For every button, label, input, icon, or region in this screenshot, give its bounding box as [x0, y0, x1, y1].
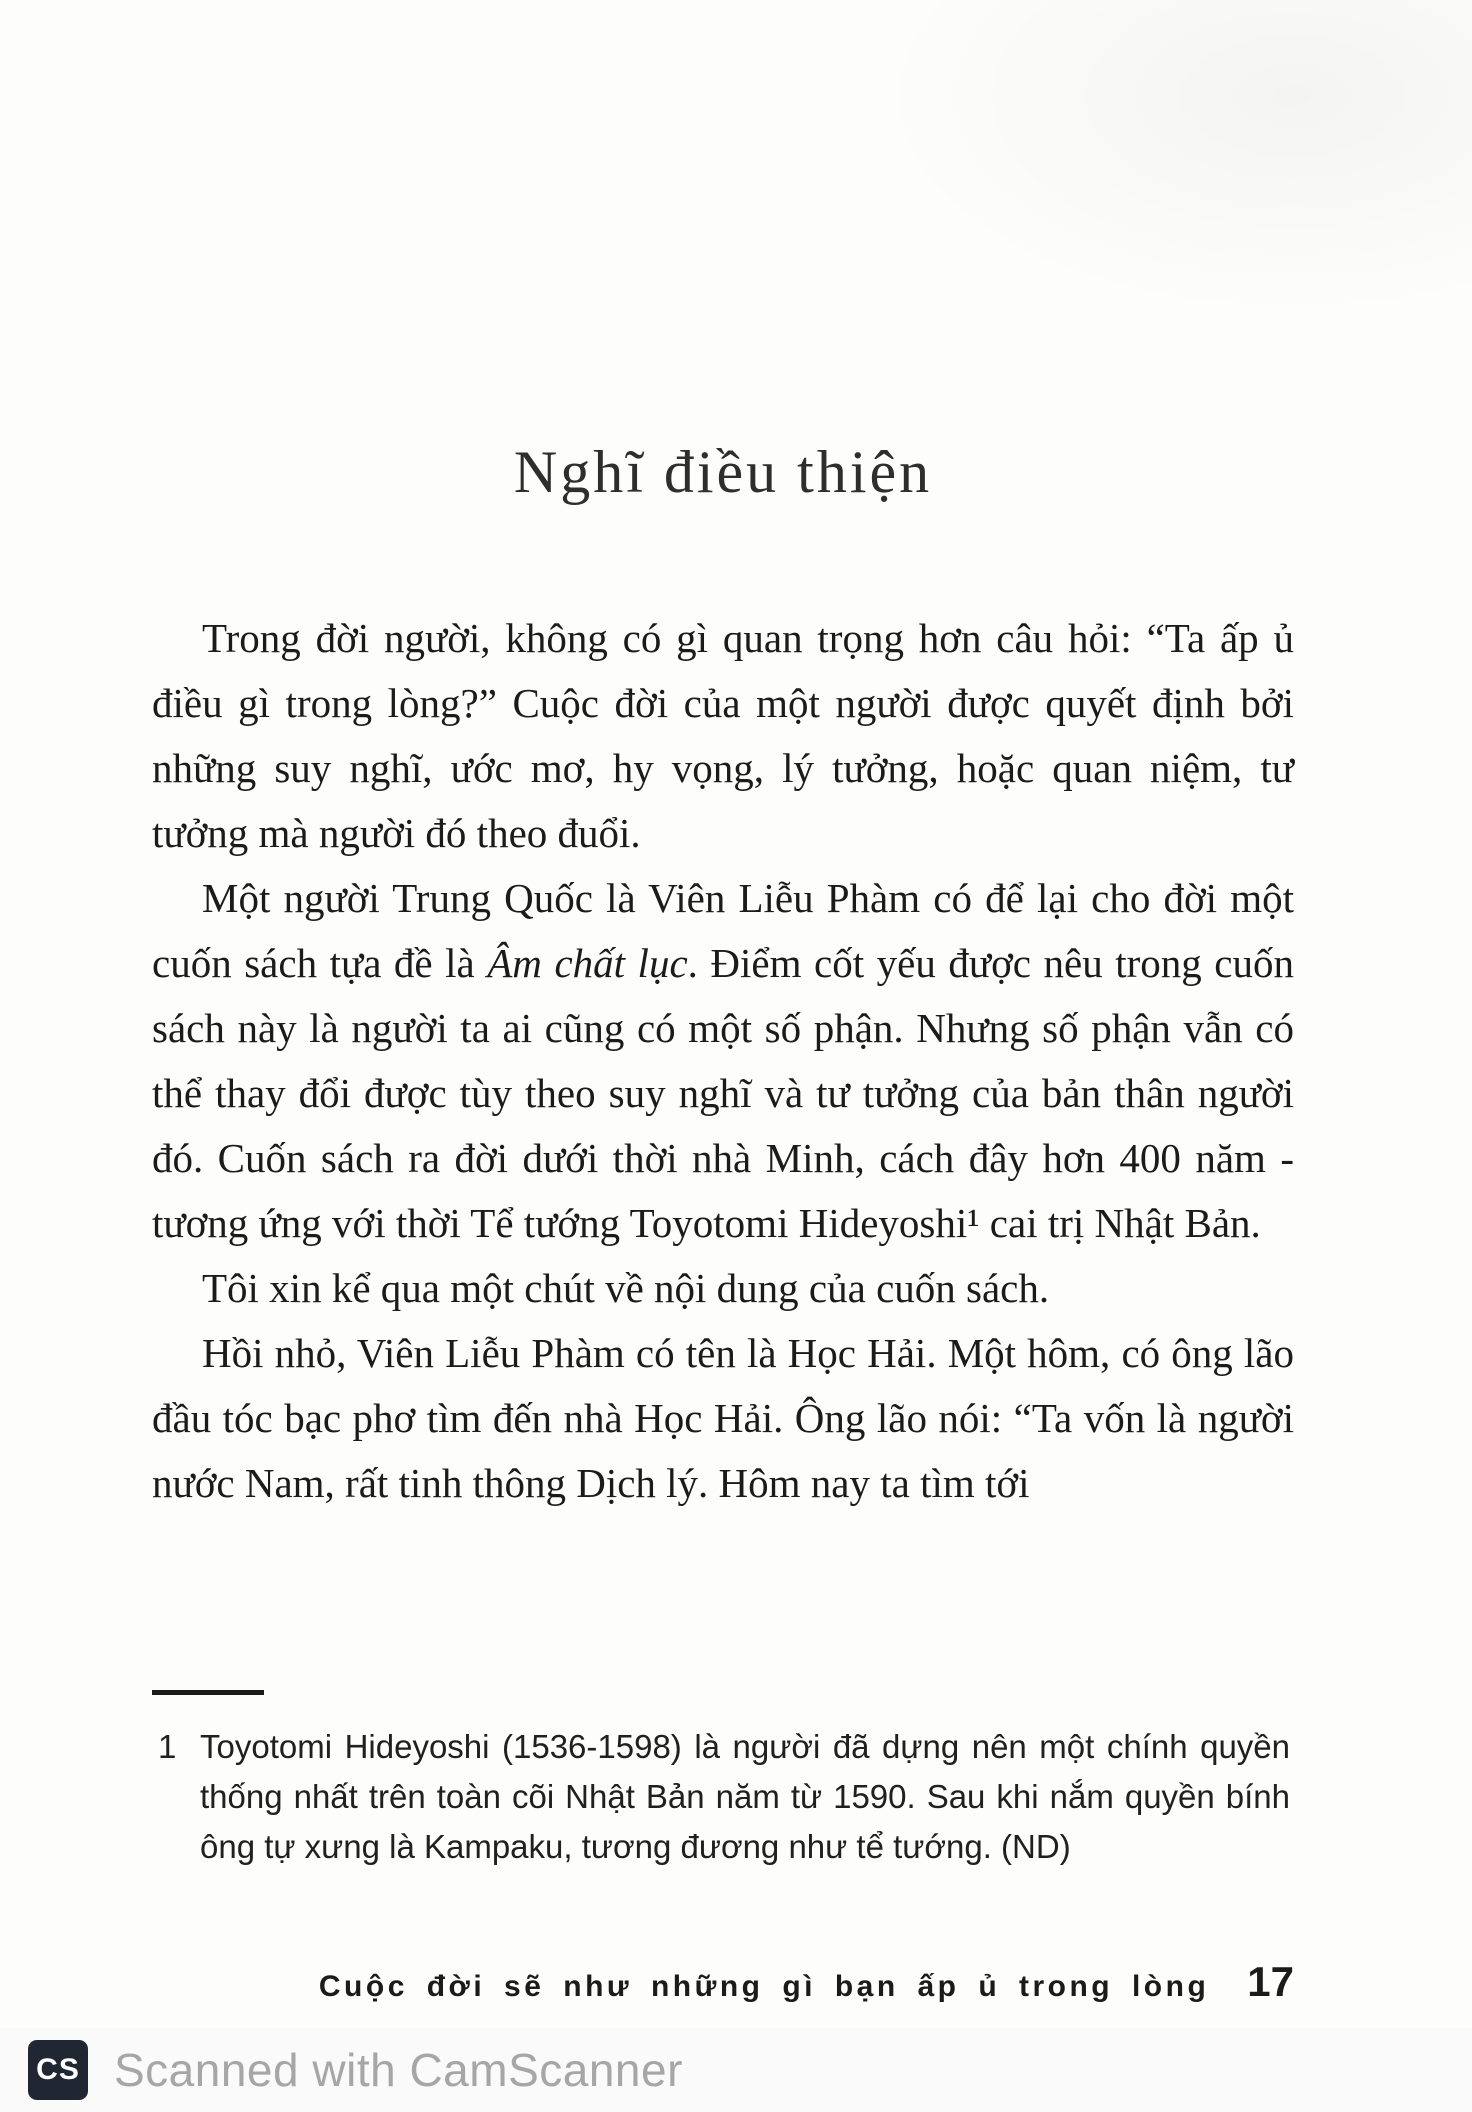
footnote-number: 1	[158, 1728, 177, 1765]
paragraph-1: Trong đời người, không có gì quan trọng hơn câu hỏi: “Ta ấp ủ điều gì trong lòng?” Cuộc đời của một người được quyết định bởi những suy nghĩ, ước mơ, hy vọng, lý tưởng, hoặc quan niệm, tư tưởng mà người đó theo đuổi.	[152, 615, 1294, 856]
page-footer	[152, 1958, 1294, 2006]
footnote	[158, 1722, 1290, 1872]
scan-shading	[872, 0, 1472, 320]
running-title: Cuộc đời sẽ như những gì bạn ấp ủ trong lòng	[318, 1970, 1210, 2003]
camscanner-label: Scanned with CamScanner	[114, 2044, 683, 2096]
footnote-divider	[152, 1690, 264, 1695]
book-title-italic: Âm chất lục	[487, 940, 688, 986]
paragraph-2-rest: . Điểm cốt yếu được nêu trong cuốn sách này là người ta ai cũng có một số phận. Nhưng số phận vẫn có thể thay đổi được tùy theo suy nghĩ và tư tưởng của bản thân người đó. Cuốn sách ra đời dưới thời nhà Minh, cách đây hơn 400 năm - tương ứng với thời Tể tướng Toyotomi Hideyoshi¹ cai trị Nhật Bản.	[152, 940, 1294, 1246]
footnote-text: Toyotomi Hideyoshi (1536-1598) là người đã dựng nên một chính quyền thống nhất trên toàn cõi Nhật Bản năm từ 1590. Sau khi nắm quyền bính ông tự xưng là Kampaku, tương đương như tể tướng. (ND)	[200, 1728, 1290, 1865]
paragraph-2	[152, 866, 1294, 1256]
paragraph-3: Tôi xin kể qua một chút về nội dung của cuốn sách.	[202, 1265, 1050, 1311]
paragraph-4: Hồi nhỏ, Viên Liễu Phàm có tên là Học Hải. Một hôm, có ông lão đầu tóc bạc phơ tìm đến nhà Học Hải. Ông lão nói: “Ta vốn là người nước Nam, rất tinh thông Dịch lý. Hôm nay ta tìm tới	[152, 1330, 1294, 1506]
camscanner-watermark-bar	[0, 2028, 1472, 2112]
camscanner-icon: CS	[28, 2040, 88, 2100]
body-text	[152, 606, 1294, 1516]
paragraph-2-lead: Một người Trung Quốc là Viên Liễu Phàm có để lại cho đời một cuốn sách tựa đề là	[152, 875, 1294, 986]
page-number: 17	[1247, 1958, 1294, 2005]
chapter-title: Nghĩ điều thiện	[513, 439, 933, 505]
